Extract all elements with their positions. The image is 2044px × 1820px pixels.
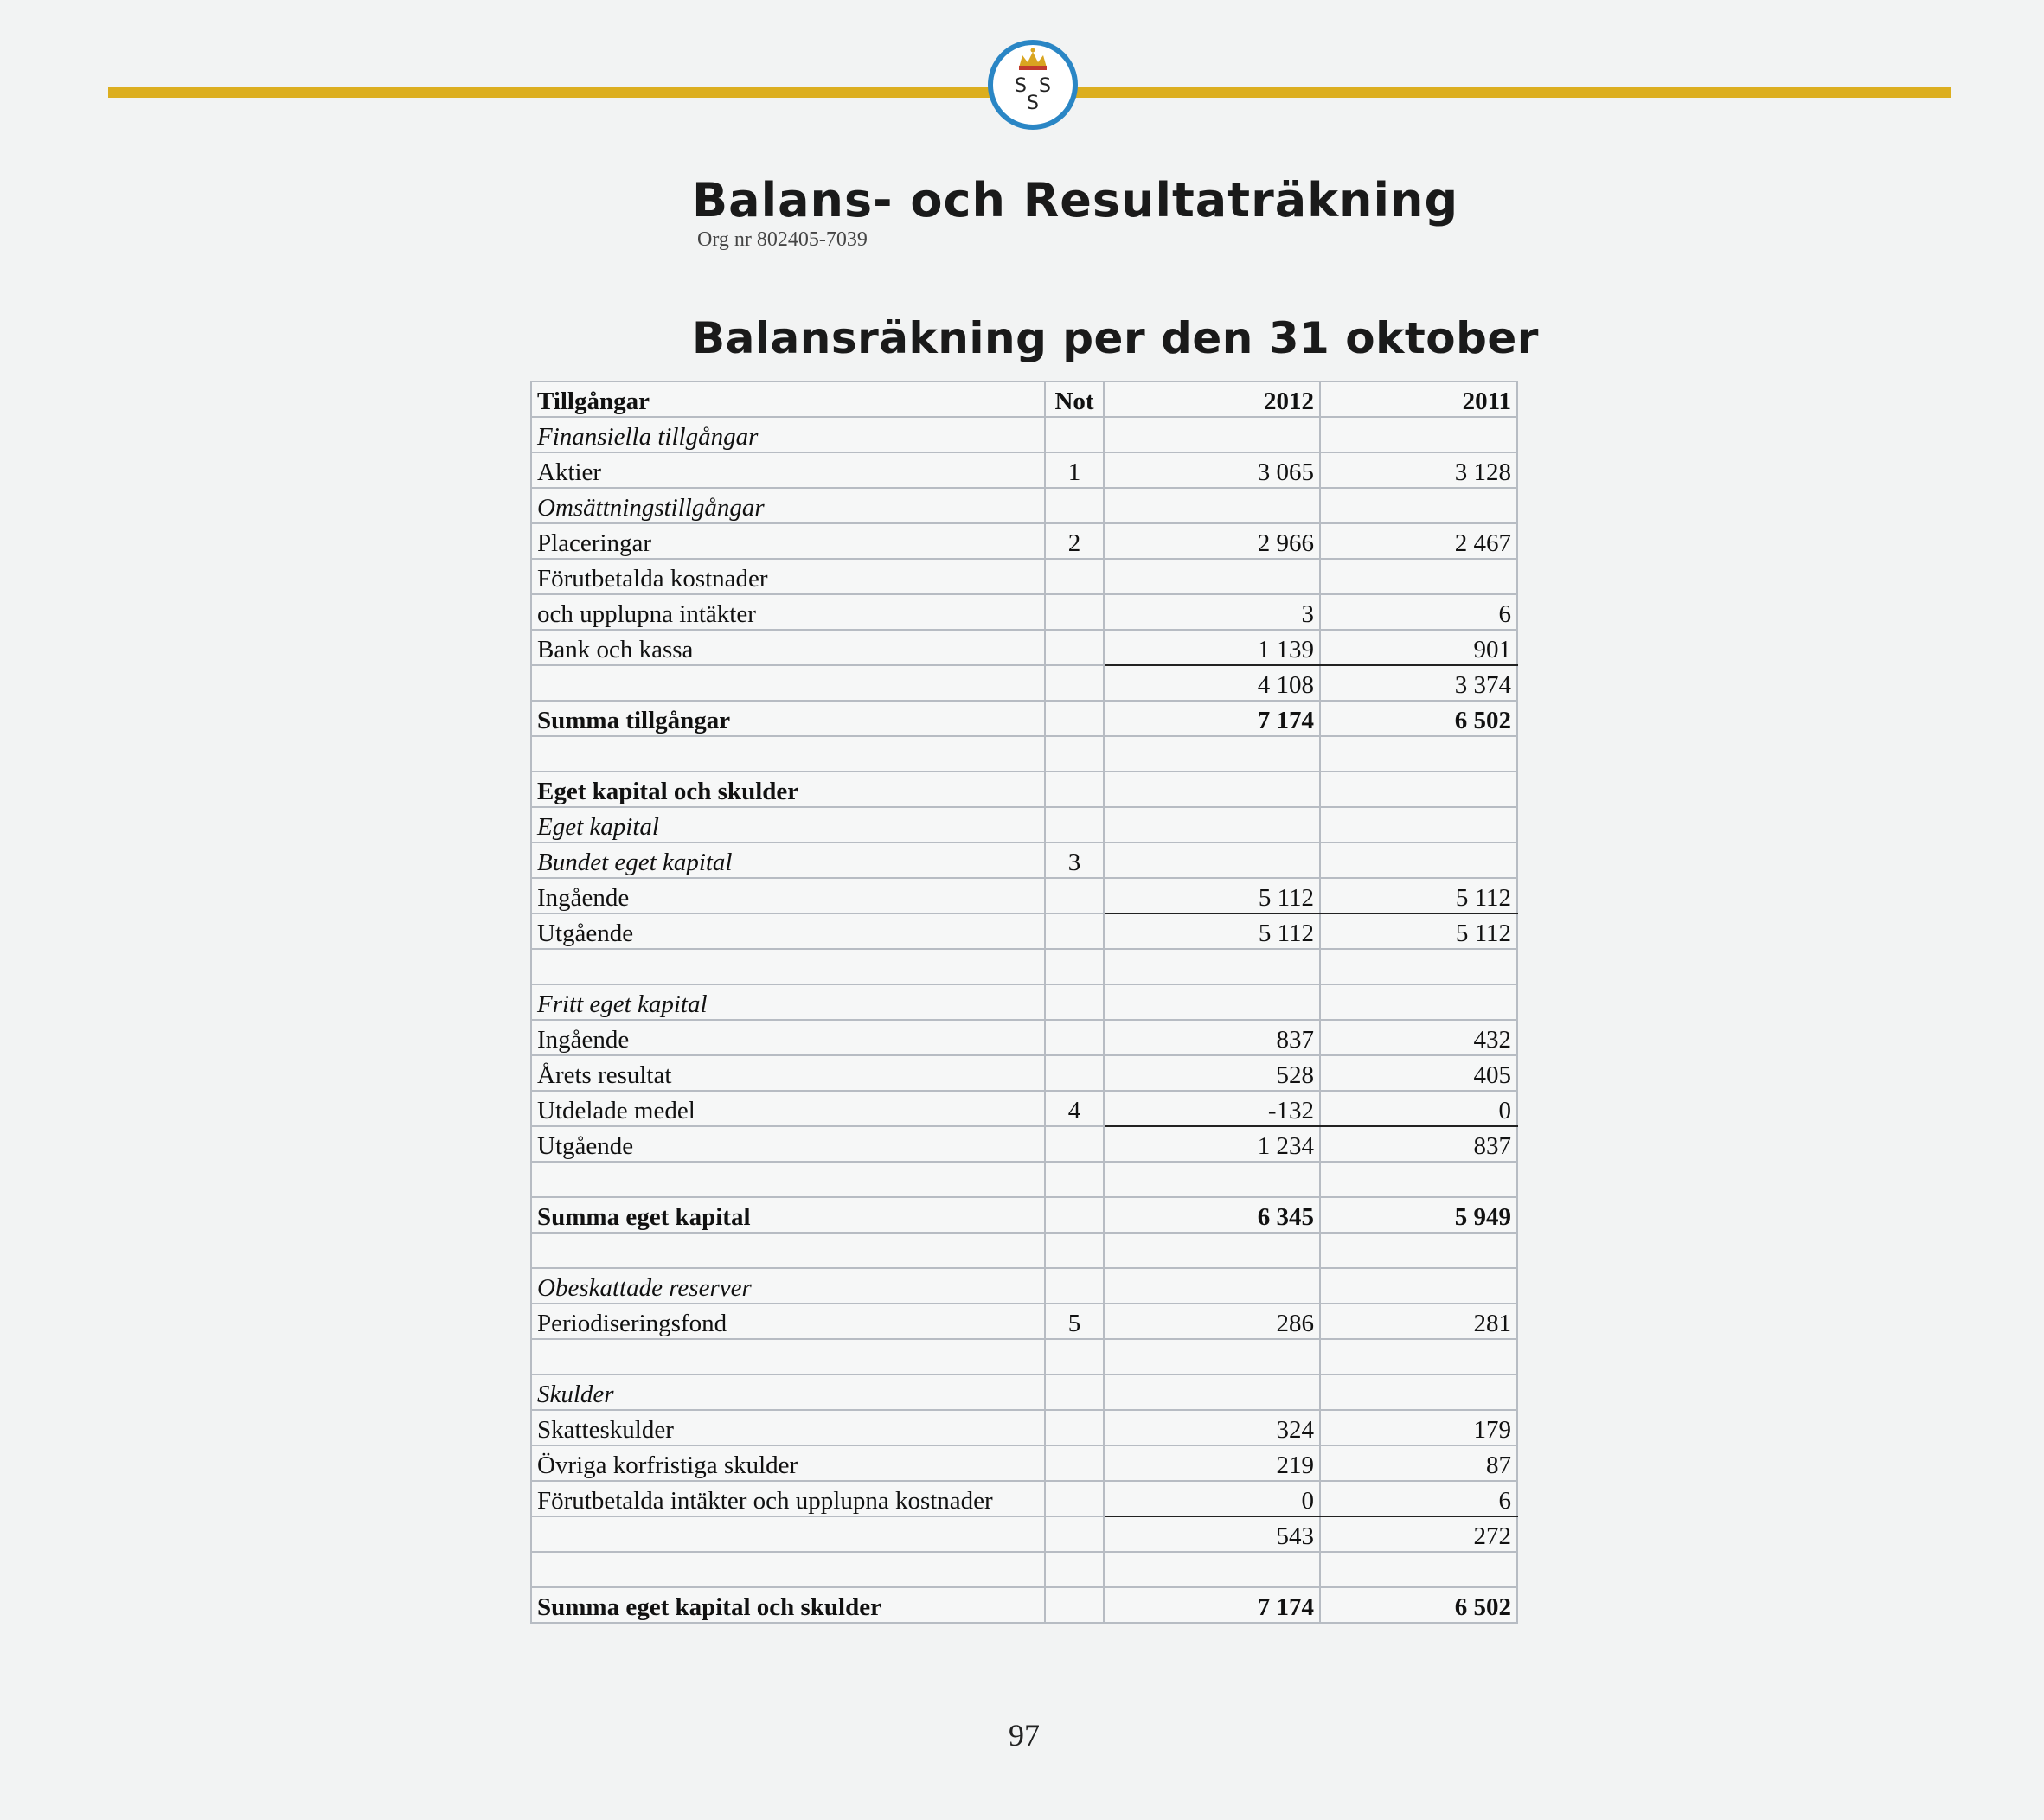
table-row bbox=[531, 1445, 1517, 1481]
row-value-2011: 0 bbox=[1320, 1091, 1517, 1126]
table-row bbox=[531, 1197, 1517, 1233]
section-title: Balansräkning per den 31 oktober bbox=[692, 313, 1539, 363]
row-label: Årets resultat bbox=[531, 1055, 1045, 1091]
header-year-2012: 2012 bbox=[1104, 381, 1320, 417]
row-label: och upplupna intäkter bbox=[531, 594, 1045, 630]
row-value-2011: 2 467 bbox=[1320, 523, 1517, 559]
row-value-2012: 3 065 bbox=[1104, 452, 1320, 488]
table-row bbox=[531, 523, 1517, 559]
row-label: Eget kapital och skulder bbox=[531, 772, 1045, 807]
table-row bbox=[531, 417, 1517, 452]
row-value-2012: 528 bbox=[1104, 1055, 1320, 1091]
row-note: 4 bbox=[1045, 1091, 1104, 1126]
table-row bbox=[531, 913, 1517, 949]
row-label: Skatteskulder bbox=[531, 1410, 1045, 1445]
row-value-2012: 1 234 bbox=[1104, 1126, 1320, 1162]
row-value-2011: 6 502 bbox=[1320, 701, 1517, 736]
row-value-2011: 179 bbox=[1320, 1410, 1517, 1445]
row-note bbox=[1045, 1587, 1104, 1623]
row-note bbox=[1045, 1481, 1104, 1516]
svg-text:S: S bbox=[1027, 93, 1039, 114]
row-label: Finansiella tillgångar bbox=[531, 417, 1045, 452]
row-label: Periodiseringsfond bbox=[531, 1304, 1045, 1339]
row-value-2011 bbox=[1320, 1268, 1517, 1304]
table-row bbox=[531, 878, 1517, 913]
row-note: 3 bbox=[1045, 843, 1104, 878]
row-value-2011: 6 bbox=[1320, 1481, 1517, 1516]
row-value-2012 bbox=[1104, 1162, 1320, 1197]
table-row bbox=[531, 1375, 1517, 1410]
row-note bbox=[1045, 1055, 1104, 1091]
row-note bbox=[1045, 594, 1104, 630]
row-label bbox=[531, 1552, 1045, 1587]
row-label: Eget kapital bbox=[531, 807, 1045, 843]
row-value-2011: 272 bbox=[1320, 1516, 1517, 1552]
row-value-2012 bbox=[1104, 1233, 1320, 1268]
table-row bbox=[531, 843, 1517, 878]
table-row bbox=[531, 984, 1517, 1020]
row-value-2012 bbox=[1104, 1552, 1320, 1587]
table-row bbox=[531, 559, 1517, 594]
row-value-2012 bbox=[1104, 1268, 1320, 1304]
row-note: 1 bbox=[1045, 452, 1104, 488]
table-row bbox=[531, 772, 1517, 807]
row-label: Summa tillgångar bbox=[531, 701, 1045, 736]
row-note bbox=[1045, 878, 1104, 913]
row-value-2011 bbox=[1320, 843, 1517, 878]
row-note bbox=[1045, 807, 1104, 843]
row-value-2012 bbox=[1104, 559, 1320, 594]
row-label bbox=[531, 665, 1045, 701]
table-row bbox=[531, 1055, 1517, 1091]
row-value-2011 bbox=[1320, 1162, 1517, 1197]
row-value-2011 bbox=[1320, 488, 1517, 523]
row-note bbox=[1045, 417, 1104, 452]
sss-crown-logo-icon bbox=[986, 38, 1080, 131]
table-row bbox=[531, 1020, 1517, 1055]
row-value-2012: 4 108 bbox=[1104, 665, 1320, 701]
row-note bbox=[1045, 772, 1104, 807]
row-value-2012: 1 139 bbox=[1104, 630, 1320, 665]
row-note: 2 bbox=[1045, 523, 1104, 559]
table-row bbox=[531, 701, 1517, 736]
page-title: Balans- och Resultaträkning bbox=[692, 173, 1459, 228]
table-row bbox=[531, 736, 1517, 772]
row-value-2011 bbox=[1320, 736, 1517, 772]
table-row bbox=[531, 1268, 1517, 1304]
row-value-2011 bbox=[1320, 984, 1517, 1020]
row-value-2011: 6 bbox=[1320, 594, 1517, 630]
row-note bbox=[1045, 949, 1104, 984]
row-value-2012 bbox=[1104, 488, 1320, 523]
row-label: Bundet eget kapital bbox=[531, 843, 1045, 878]
row-value-2012 bbox=[1104, 417, 1320, 452]
row-label: Placeringar bbox=[531, 523, 1045, 559]
row-note bbox=[1045, 984, 1104, 1020]
row-note bbox=[1045, 559, 1104, 594]
row-value-2011: 281 bbox=[1320, 1304, 1517, 1339]
balance-sheet-table bbox=[530, 381, 1518, 1624]
row-value-2012: 0 bbox=[1104, 1481, 1320, 1516]
row-label: Utgående bbox=[531, 1126, 1045, 1162]
row-value-2011 bbox=[1320, 949, 1517, 984]
row-value-2012 bbox=[1104, 807, 1320, 843]
row-value-2012 bbox=[1104, 772, 1320, 807]
row-note bbox=[1045, 1233, 1104, 1268]
row-label bbox=[531, 736, 1045, 772]
table-row bbox=[531, 630, 1517, 665]
row-value-2011 bbox=[1320, 807, 1517, 843]
row-note bbox=[1045, 1162, 1104, 1197]
row-label: Obeskattade reserver bbox=[531, 1268, 1045, 1304]
table-row bbox=[531, 949, 1517, 984]
row-label: Summa eget kapital bbox=[531, 1197, 1045, 1233]
row-label: Ingående bbox=[531, 878, 1045, 913]
org-number: Org nr 802405-7039 bbox=[697, 228, 868, 251]
row-note: 5 bbox=[1045, 1304, 1104, 1339]
row-value-2011 bbox=[1320, 1339, 1517, 1375]
row-label: Omsättningstillgångar bbox=[531, 488, 1045, 523]
row-note bbox=[1045, 736, 1104, 772]
table-row bbox=[531, 1339, 1517, 1375]
table-row bbox=[531, 1552, 1517, 1587]
row-label: Förutbetalda kostnader bbox=[531, 559, 1045, 594]
row-value-2011: 837 bbox=[1320, 1126, 1517, 1162]
row-value-2012: 543 bbox=[1104, 1516, 1320, 1552]
row-value-2012 bbox=[1104, 984, 1320, 1020]
row-value-2012: 324 bbox=[1104, 1410, 1320, 1445]
row-note bbox=[1045, 1552, 1104, 1587]
header-not: Not bbox=[1045, 381, 1104, 417]
row-label: Övriga korfristiga skulder bbox=[531, 1445, 1045, 1481]
table-row bbox=[531, 1091, 1517, 1126]
row-value-2011: 87 bbox=[1320, 1445, 1517, 1481]
row-label bbox=[531, 1339, 1045, 1375]
row-note bbox=[1045, 1197, 1104, 1233]
row-value-2011: 3 128 bbox=[1320, 452, 1517, 488]
row-label: Förutbetalda intäkter och upplupna kostnader bbox=[531, 1481, 1045, 1516]
row-value-2012: -132 bbox=[1104, 1091, 1320, 1126]
table-row bbox=[531, 1126, 1517, 1162]
row-label: Utdelade medel bbox=[531, 1091, 1045, 1126]
table-row bbox=[531, 1587, 1517, 1623]
table-row bbox=[531, 1410, 1517, 1445]
row-value-2012 bbox=[1104, 1339, 1320, 1375]
row-value-2011 bbox=[1320, 772, 1517, 807]
row-label bbox=[531, 1516, 1045, 1552]
row-value-2012 bbox=[1104, 736, 1320, 772]
row-label: Bank och kassa bbox=[531, 630, 1045, 665]
row-value-2011: 405 bbox=[1320, 1055, 1517, 1091]
row-value-2011 bbox=[1320, 417, 1517, 452]
row-note bbox=[1045, 1020, 1104, 1055]
row-value-2012: 7 174 bbox=[1104, 701, 1320, 736]
row-value-2011: 5 112 bbox=[1320, 913, 1517, 949]
row-value-2012: 5 112 bbox=[1104, 878, 1320, 913]
row-value-2012 bbox=[1104, 949, 1320, 984]
row-note bbox=[1045, 1445, 1104, 1481]
row-label bbox=[531, 1233, 1045, 1268]
row-note bbox=[1045, 701, 1104, 736]
table-row bbox=[531, 807, 1517, 843]
table-row bbox=[531, 452, 1517, 488]
row-value-2011 bbox=[1320, 559, 1517, 594]
row-note bbox=[1045, 665, 1104, 701]
table-header-row bbox=[531, 381, 1517, 417]
row-label: Ingående bbox=[531, 1020, 1045, 1055]
row-note bbox=[1045, 1410, 1104, 1445]
table-row bbox=[531, 1162, 1517, 1197]
table-row bbox=[531, 1516, 1517, 1552]
row-note bbox=[1045, 488, 1104, 523]
row-note bbox=[1045, 1516, 1104, 1552]
row-value-2011: 432 bbox=[1320, 1020, 1517, 1055]
row-note bbox=[1045, 1126, 1104, 1162]
row-value-2012: 7 174 bbox=[1104, 1587, 1320, 1623]
row-value-2011 bbox=[1320, 1375, 1517, 1410]
row-note bbox=[1045, 913, 1104, 949]
row-value-2012 bbox=[1104, 843, 1320, 878]
row-label: Summa eget kapital och skulder bbox=[531, 1587, 1045, 1623]
svg-text:S: S bbox=[1039, 75, 1051, 97]
table-row bbox=[531, 488, 1517, 523]
row-label: Skulder bbox=[531, 1375, 1045, 1410]
table-row bbox=[531, 594, 1517, 630]
row-value-2011: 901 bbox=[1320, 630, 1517, 665]
row-note bbox=[1045, 1375, 1104, 1410]
row-value-2011 bbox=[1320, 1233, 1517, 1268]
row-value-2012: 219 bbox=[1104, 1445, 1320, 1481]
row-value-2012: 286 bbox=[1104, 1304, 1320, 1339]
table-row bbox=[531, 665, 1517, 701]
row-value-2011: 6 502 bbox=[1320, 1587, 1517, 1623]
row-value-2011: 5 112 bbox=[1320, 878, 1517, 913]
header-year-2011: 2011 bbox=[1320, 381, 1517, 417]
row-note bbox=[1045, 1339, 1104, 1375]
row-value-2012 bbox=[1104, 1375, 1320, 1410]
row-value-2011: 5 949 bbox=[1320, 1197, 1517, 1233]
row-label: Utgående bbox=[531, 913, 1045, 949]
row-label bbox=[531, 1162, 1045, 1197]
row-value-2011: 3 374 bbox=[1320, 665, 1517, 701]
svg-text:S: S bbox=[1015, 75, 1027, 97]
page-number: 97 bbox=[1009, 1718, 1040, 1753]
header-label: Tillgångar bbox=[531, 381, 1045, 417]
row-value-2012: 6 345 bbox=[1104, 1197, 1320, 1233]
row-label: Aktier bbox=[531, 452, 1045, 488]
table-row bbox=[531, 1304, 1517, 1339]
row-value-2012: 5 112 bbox=[1104, 913, 1320, 949]
row-value-2012: 837 bbox=[1104, 1020, 1320, 1055]
row-value-2011 bbox=[1320, 1552, 1517, 1587]
row-label bbox=[531, 949, 1045, 984]
table-row bbox=[531, 1481, 1517, 1516]
row-label: Fritt eget kapital bbox=[531, 984, 1045, 1020]
row-note bbox=[1045, 630, 1104, 665]
row-note bbox=[1045, 1268, 1104, 1304]
row-value-2012: 3 bbox=[1104, 594, 1320, 630]
row-value-2012: 2 966 bbox=[1104, 523, 1320, 559]
table-row bbox=[531, 1233, 1517, 1268]
